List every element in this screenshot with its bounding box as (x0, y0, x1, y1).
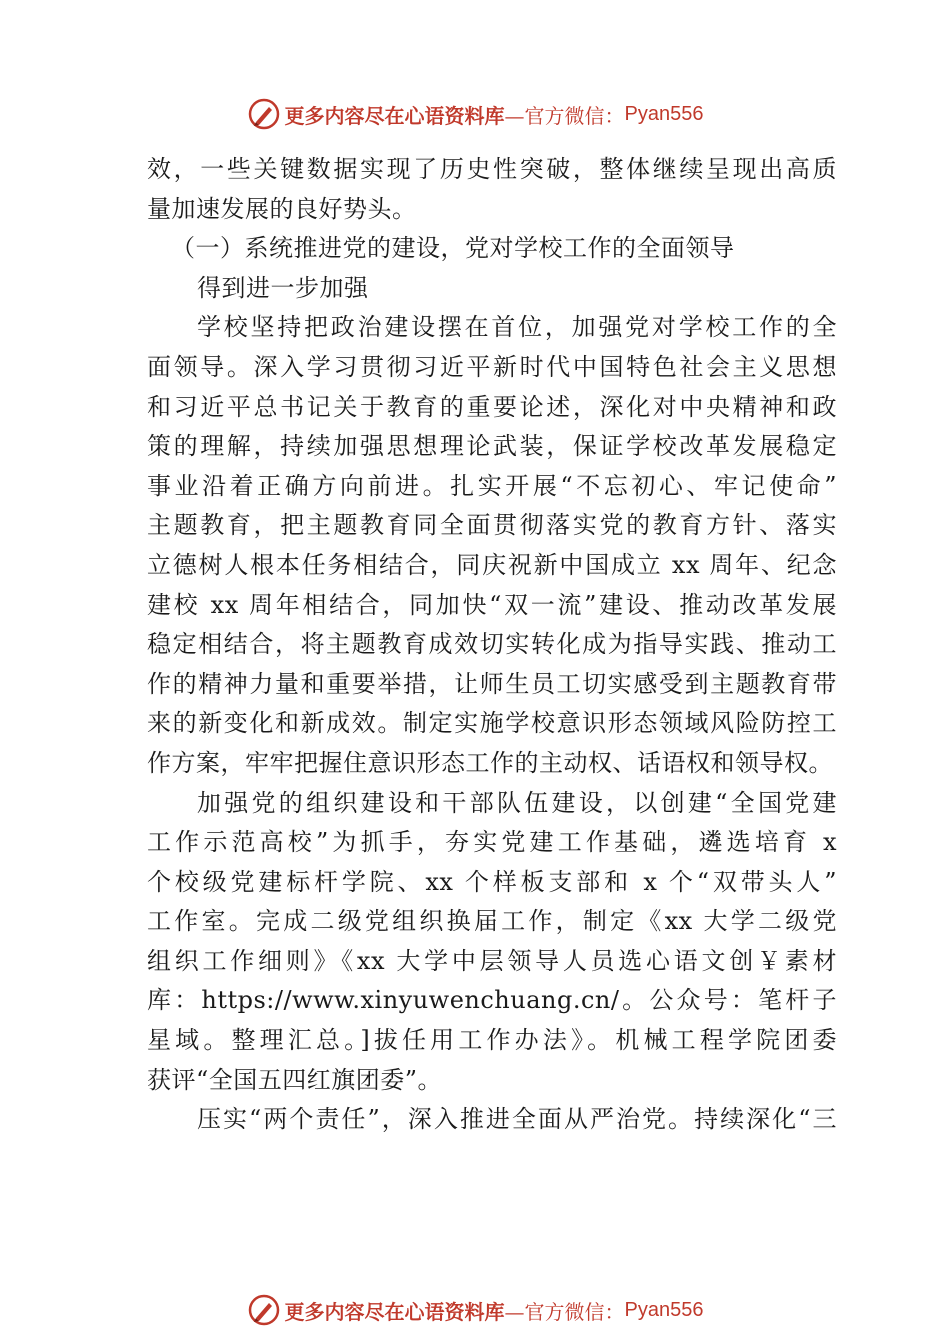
body-line: 建校 xx 周年相结合，同加快“双一流”建设、推动改革发展 (147, 590, 837, 619)
body-line: 压实“两个责任”，深入推进全面从严治党。持续深化“三 (197, 1105, 837, 1134)
body-line: 主题教育，把主题教育同全面贯彻落实党的教育方针、落实 (147, 511, 837, 540)
banner-main-text: 更多内容尽在心语资料库 (284, 103, 505, 128)
body-line: 效，一些关键数据实现了历史性突破，整体继续呈现出高质 (147, 155, 837, 183)
body-line: 立德树人根本任务相结合，同庆祝新中国成立 xx 周年、纪念 (147, 550, 837, 579)
document-body (147, 150, 837, 1140)
body-line: 面领导。深入学习贯彻习近平新时代中国特色社会主义思想 (147, 352, 837, 381)
banner-sub-text: —官方微信： (504, 1299, 625, 1324)
body-line: 学校坚持把政治建设摆在首位，加强党对学校工作的全 (197, 313, 837, 342)
body-line: 策的理解，持续加强思想理论武装，保证学校改革发展稳定 (147, 432, 837, 461)
body-line: 获评“全国五四红旗团委”。 (147, 1065, 443, 1094)
pen-logo-icon (247, 97, 281, 131)
body-line: 事业沿着正确方向前进。扎实开展“不忘初心、牢记使命” (147, 471, 837, 500)
banner-main-text: 更多内容尽在心语资料库 (284, 1299, 505, 1324)
body-line: 来的新变化和新成效。制定实施学校意识形态领域风险防控工 (147, 709, 837, 738)
section-heading-continued: 得到进一步加强 (197, 273, 369, 302)
body-line: 作的精神力量和重要举措，让师生员工切实感受到主题教育带 (147, 669, 837, 698)
banner-wechat-id: Pyan556 (624, 102, 704, 125)
body-line: 工作示范高校”为抓手，夯实党建工作基础，遴选培育 x (147, 828, 837, 857)
body-line: 库：https://www.xinyuwenchuang.cn/。公众号：笔杆子 (147, 986, 837, 1015)
banner-wechat-id: Pyan556 (624, 1298, 704, 1321)
banner-sub-text: —官方微信： (504, 103, 625, 128)
body-line: 个校级党建标杆学院、xx 个样板支部和 x 个“双带头人” (147, 867, 837, 896)
body-line: 组织工作细则》《xx 大学中层领导人员选心语文创￥素材 (147, 946, 837, 975)
body-line: 工作室。完成二级党组织换届工作，制定《xx 大学二级党 (147, 907, 837, 936)
body-line: 作方案，牢牢把握住意识形态工作的主动权、话语权和领导权。 (147, 748, 833, 777)
body-line: 加强党的组织建设和干部队伍建设，以创建“全国党建 (197, 788, 837, 817)
body-line: 量加速发展的良好势头。 (147, 194, 417, 223)
body-line: 稳定相结合，将主题教育成效切实转化成为指导实践、推动工 (147, 630, 837, 659)
header-banner (0, 94, 950, 134)
body-line: 星域。整理汇总。]拔任用工作办法》。机械工程学院团委 (147, 1026, 837, 1055)
pen-logo-icon (247, 1293, 281, 1327)
body-line: 和习近平总书记关于教育的重要论述，深化对中央精神和政 (147, 392, 837, 421)
section-heading: （一）系统推进党的建设，党对学校工作的全面领导 (171, 234, 735, 263)
footer-banner (0, 1290, 950, 1330)
